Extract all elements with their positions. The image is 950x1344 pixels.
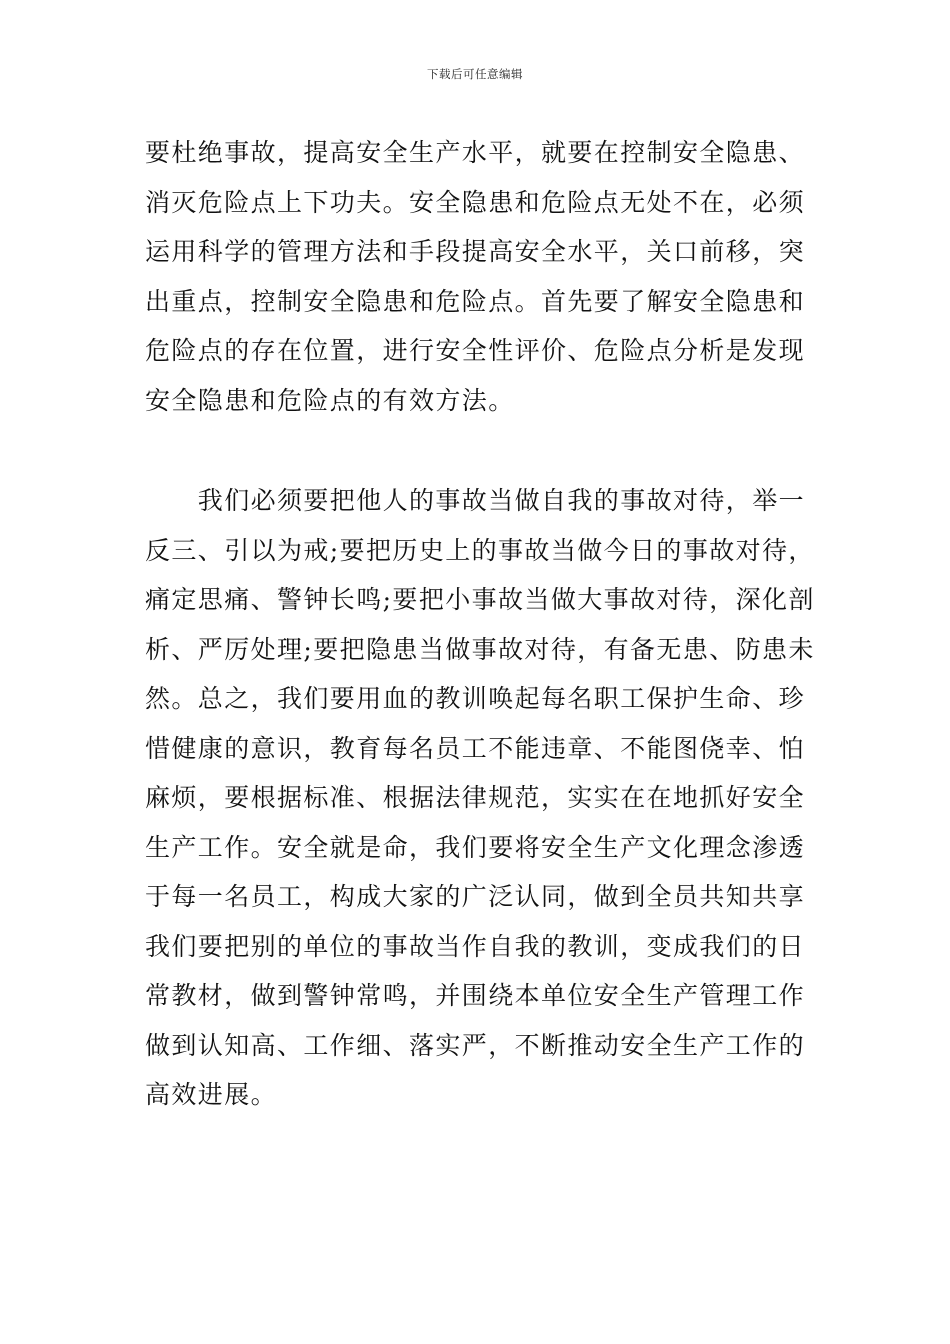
page-header: 下载后可任意编辑 <box>427 67 523 81</box>
document-body <box>145 128 815 1120</box>
text-line: 我们要把别的单位的事故当作自我的教训，变成我们的日 <box>145 931 806 961</box>
text-line: 运用科学的管理方法和手段提高安全水平，关口前移，突 <box>145 237 806 266</box>
text-line: 于每一名员工，构成大家的广泛认同，做到全员共知共享 <box>145 882 806 911</box>
text-line: 做到认知高、工作细、落实严，不断推动安全生产工作的 <box>145 1030 806 1060</box>
text-line: 出重点，控制安全隐患和危险点。首先要了解安全隐患和 <box>145 286 806 316</box>
text-line: 危险点的存在位置，进行安全性评价、危险点分析是发现 <box>145 336 806 365</box>
text-line: 生产工作。安全就是命，我们要将安全生产文化理念渗透 <box>145 832 806 862</box>
text-line: 析、严厉处理;要把隐患当做事故对待，有备无患、防患未 <box>145 634 815 664</box>
text-line: 高效进展。 <box>145 1080 278 1109</box>
text-line: 惜健康的意识，教育每名员工不能违章、不能图侥幸、怕 <box>145 733 806 763</box>
text-line: 然。总之，我们要用血的教训唤起每名职工保护生命、珍 <box>145 684 806 713</box>
text-line: 常教材，做到警钟常鸣，并围绕本单位安全生产管理工作 <box>145 981 806 1010</box>
text-line: 消灭危险点上下功夫。安全隐患和危险点无处不在，必须 <box>145 187 806 217</box>
text-line: 安全隐患和危险点的有效方法。 <box>145 385 515 415</box>
text-line: 痛定思痛、警钟长鸣;要把小事故当做大事故对待，深化剖 <box>145 585 815 614</box>
text-line: 反三、引以为戒;要把历史上的事故当做今日的事故对待， <box>145 535 815 565</box>
paragraph-2 <box>145 476 815 1120</box>
text-line: 麻烦，要根据标准、根据法律规范，实实在在地抓好安全 <box>145 783 806 812</box>
text-line: 要杜绝事故，提高安全生产水平，就要在控制安全隐患、 <box>145 138 806 167</box>
paragraph-1 <box>145 128 805 425</box>
text-line: 我们必须要把他人的事故当做自我的事故对待，举一 <box>145 486 806 515</box>
